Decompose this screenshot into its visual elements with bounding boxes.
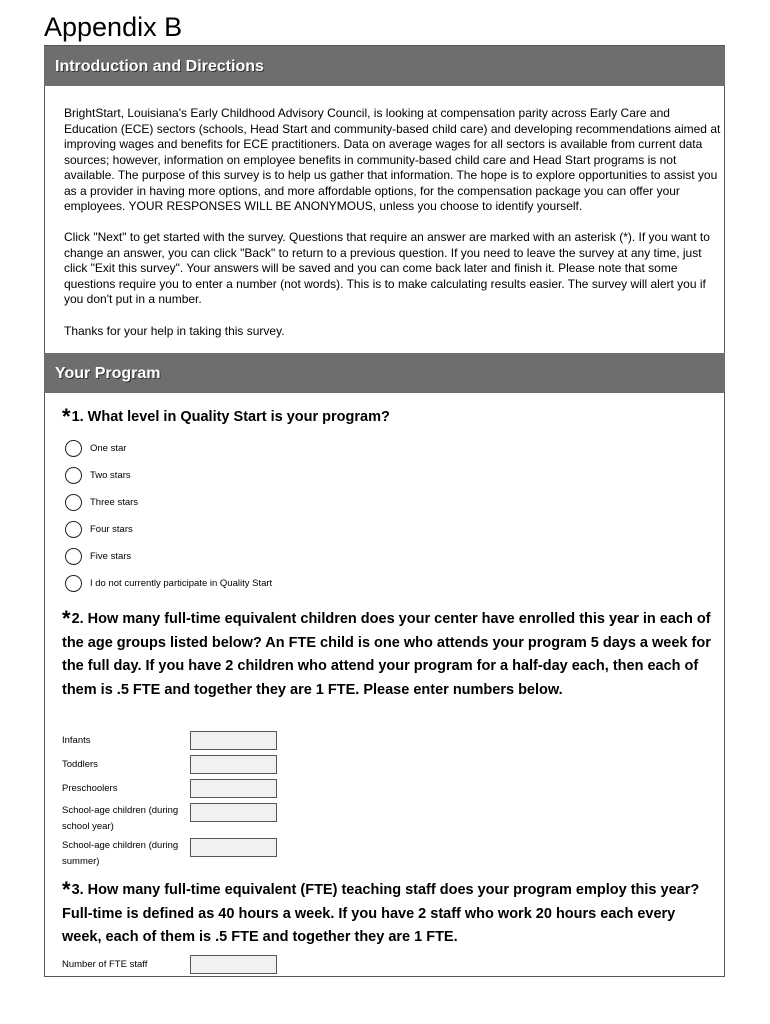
option-label: I do not currently participate in Quality Start	[90, 577, 273, 589]
field-label: Infants	[62, 735, 91, 746]
question-3-text: 3. How many full-time equivalent (FTE) teaching staff does your program employ this year? Full-time is defined as 40 hours a week. If you have 2 staff who work 20 hours each every week, each of them is .5 FTE and together they are 1 FTE.	[62, 882, 700, 945]
field-label: School-age children (during school year)	[62, 805, 179, 832]
field-label: Preschoolers	[62, 783, 118, 794]
question-2-text: 2. How many full-time equivalent children does your center have enrolled this year in each of the age groups listed below? An FTE child is one who attends your program 5 days a week for the full day. If you have 2 children who attend your program for a half-day each, then each of them is .5 FTE and together they are 1 FTE. Please enter numbers below.	[62, 611, 711, 698]
radio-button[interactable]	[65, 467, 82, 484]
radio-button[interactable]	[65, 548, 82, 565]
field-label: Toddlers	[62, 759, 98, 770]
radio-button[interactable]	[65, 575, 82, 592]
q1-option-two-stars[interactable]	[65, 465, 131, 485]
required-asterisk: *	[62, 404, 71, 429]
radio-button[interactable]	[65, 440, 82, 457]
question-1-text: 1. What level in Quality Start is your program?	[71, 409, 390, 425]
page-title: Appendix B	[44, 12, 183, 42]
option-label: Four stars	[90, 523, 133, 535]
option-label: Two stars	[90, 469, 131, 481]
intro-section-header	[44, 46, 725, 86]
school-age-summer-input[interactable]	[190, 838, 277, 857]
program-section-header	[44, 353, 725, 393]
question-1	[62, 405, 712, 430]
radio-button[interactable]	[65, 494, 82, 511]
intro-paragraph-1: BrightStart, Louisiana's Early Childhood Advisory Council, is looking at compensation parity across Early Care and Education (ECE) sectors (schools, Head Start and community-based child care) and developing recommendations aimed at improving wages and benefits for ECE practitioners. Data on average wages for all sectors is available from current data sources; however, information on employee benefits in community-based child care and Head Start programs is not available. The purpose of this survey is to help us gather that information. The hope is to explore opportunities to assist you as a provider in having more options, and more affordable options, for the compensation package you can offer your employees. YOUR RESPONSES WILL BE ANONYMOUS, unless you choose to identify yourself.	[64, 106, 721, 213]
q1-option-one-star[interactable]	[65, 438, 126, 458]
q1-option-not-participating[interactable]	[65, 573, 272, 593]
intro-section-title: Introduction and Directions	[55, 58, 264, 75]
field-label: Number of FTE staff	[62, 959, 148, 970]
radio-button[interactable]	[65, 521, 82, 538]
option-label: One star	[90, 442, 127, 454]
preschoolers-input[interactable]	[190, 779, 277, 798]
program-section-title: Your Program	[55, 365, 161, 382]
question-2	[62, 607, 712, 702]
question-3	[62, 878, 712, 950]
intro-paragraph-3: Thanks for your help in taking this survey.	[64, 324, 285, 338]
intro-paragraph-2: Click "Next" to get started with the survey. Questions that require an answer are marked with an asterisk (*). If you want to change an answer, you can click "Back" to return to a previous question. If you need to leave the survey at any time, just click "Exit this survey". Your answers will be saved and you can come back later and finish it. Please note that some questions require you to enter a number (not words). This is to make calculating results easier. The survey will alert you if you don't put in a number.	[64, 230, 710, 306]
required-asterisk: *	[62, 606, 71, 631]
toddlers-input[interactable]	[190, 755, 277, 774]
q1-option-four-stars[interactable]	[65, 519, 133, 539]
field-label: School-age children (during summer)	[62, 840, 179, 867]
option-label: Three stars	[90, 496, 139, 508]
option-label: Five stars	[90, 550, 132, 562]
infants-input[interactable]	[190, 731, 277, 750]
q1-option-five-stars[interactable]	[65, 546, 131, 566]
required-asterisk: *	[62, 877, 71, 902]
school-age-year-input[interactable]	[190, 803, 277, 822]
fte-staff-input[interactable]	[190, 955, 277, 974]
q1-option-three-stars[interactable]	[65, 492, 138, 512]
